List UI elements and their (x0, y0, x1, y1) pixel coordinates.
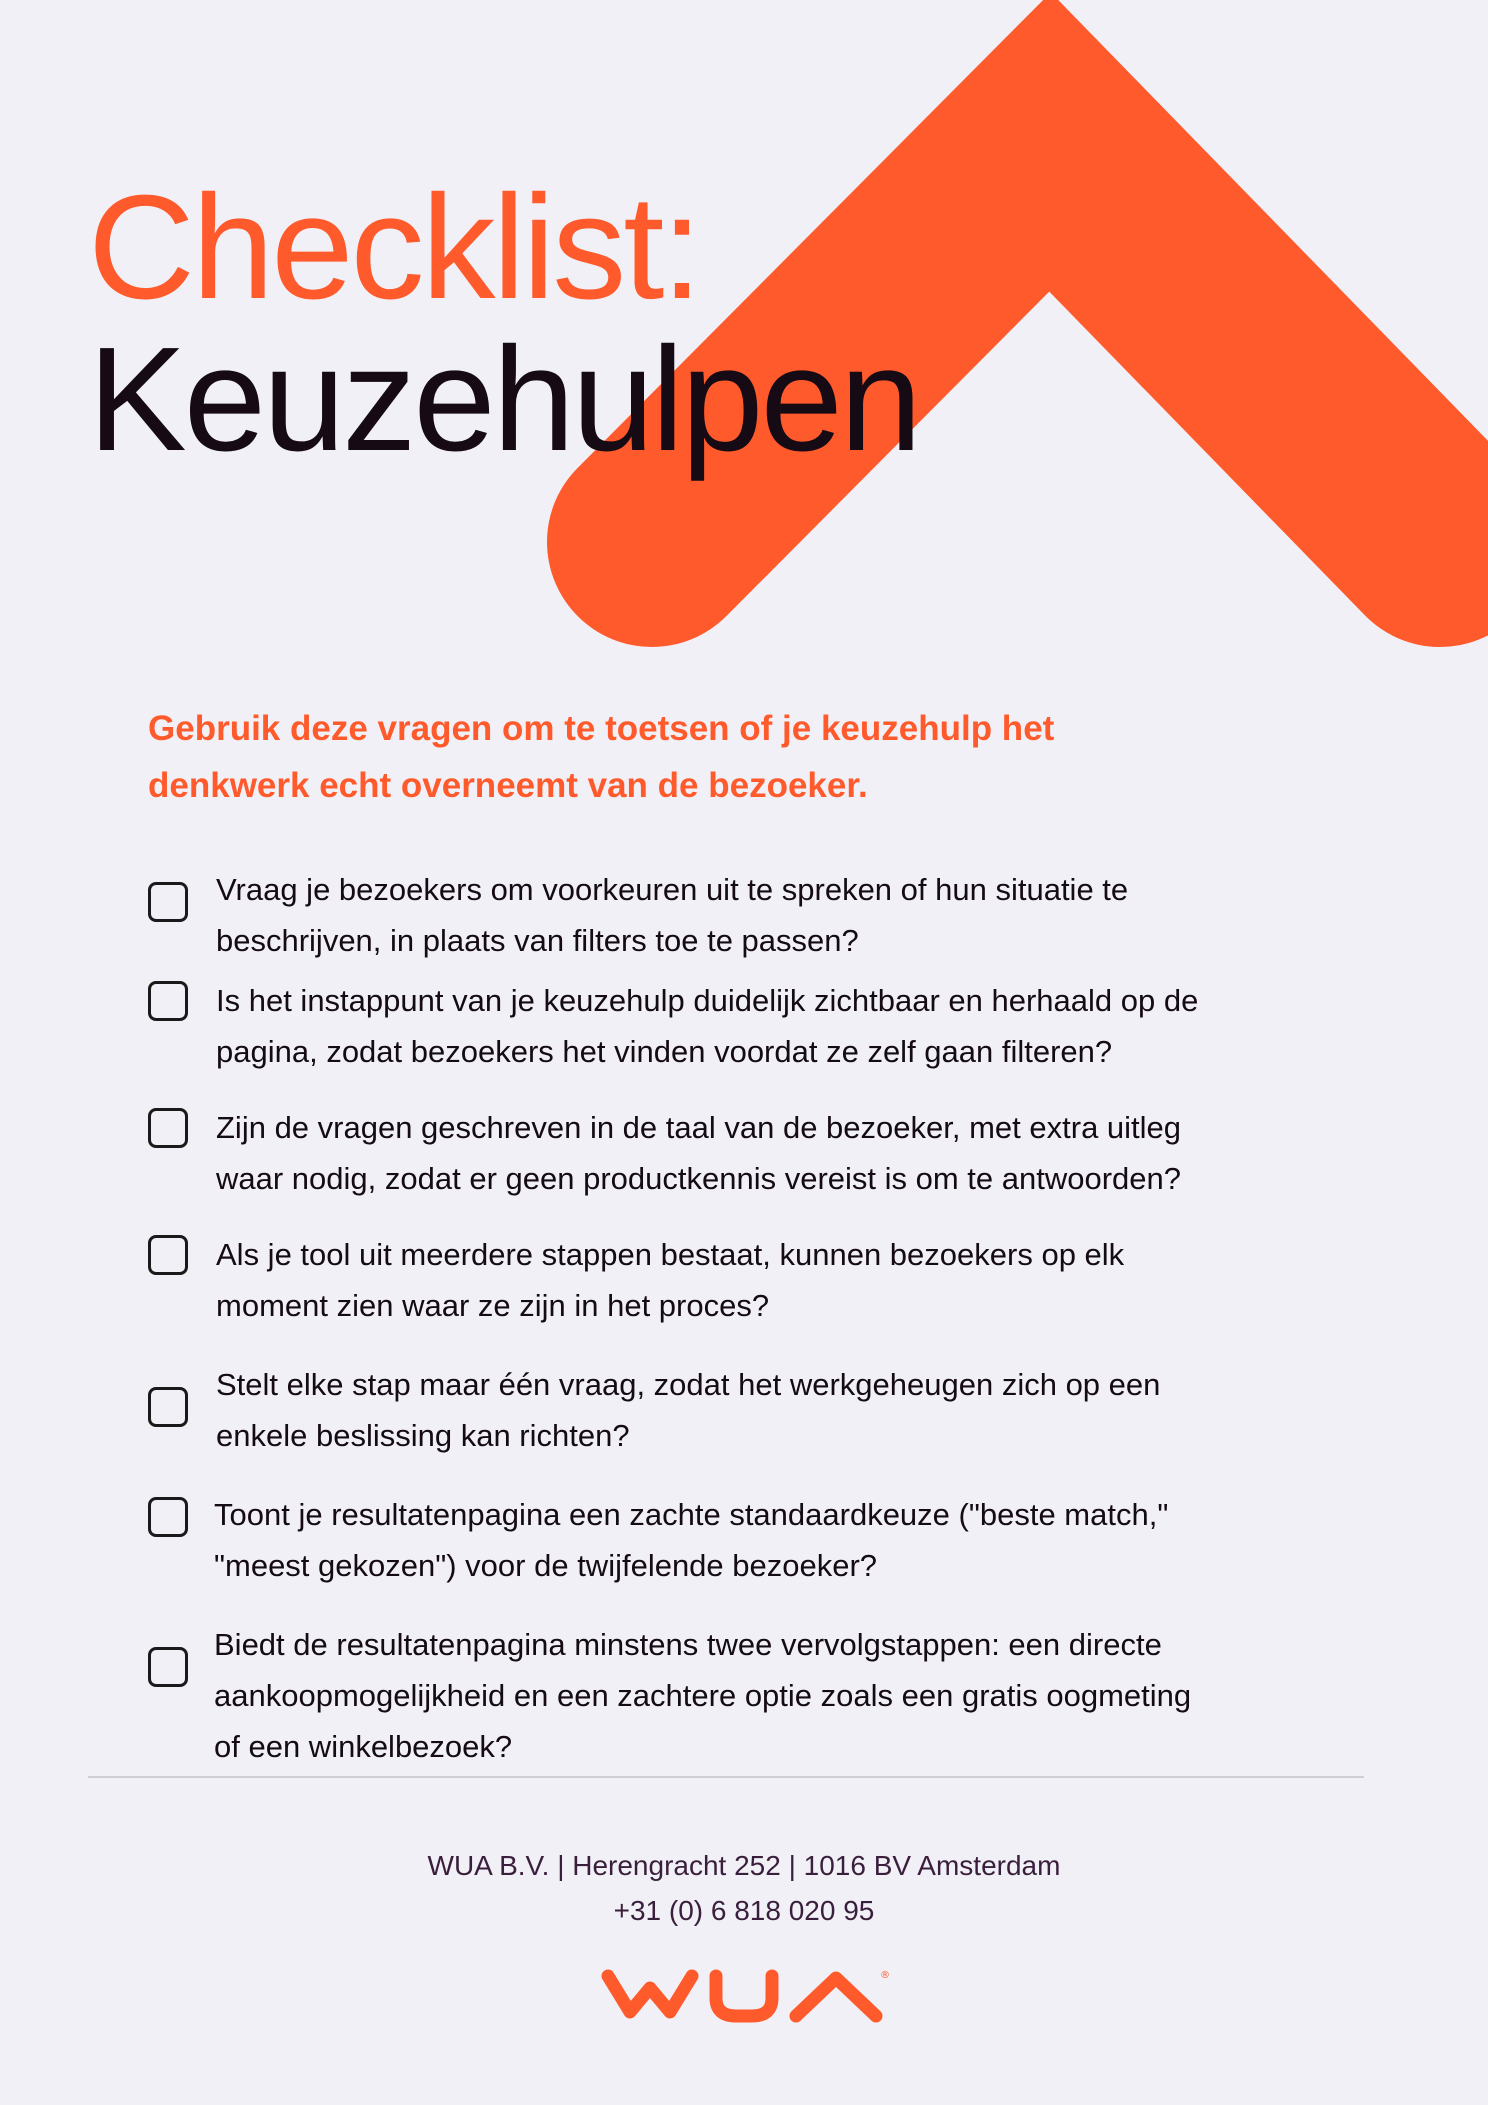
checkbox[interactable] (148, 1497, 188, 1537)
checkbox[interactable] (148, 1387, 188, 1427)
checklist-line: aankoopmogelijkheid en een zachtere optie zoals een gratis oogmeting (214, 1678, 1192, 1713)
intro-text (148, 700, 1268, 814)
checklist-line: waar nodig, zodat er geen productkennis vereist is om te antwoorden? (216, 1161, 1182, 1196)
checklist-line: Zijn de vragen geschreven in de taal van de bezoeker, met extra uitleg (216, 1110, 1182, 1145)
checklist-item-text (214, 1489, 1374, 1591)
checklist-line: Is het instappunt van je keuzehulp duidelijk zichtbaar en herhaald op de (216, 983, 1199, 1018)
checklist-line: moment zien waar ze zijn in het proces? (216, 1288, 770, 1323)
intro-line: Gebruik deze vragen om te toetsen of je keuzehulp het (148, 709, 1055, 748)
checklist-line: pagina, zodat bezoekers het vinden voordat ze zelf gaan filteren? (216, 1034, 1113, 1069)
registered-mark-icon: ® (880, 1970, 890, 1981)
checkbox[interactable] (148, 1235, 188, 1275)
checklist-item-text (216, 1102, 1376, 1204)
checklist-line: Vraag je bezoekers om voorkeuren uit te spreken of hun situatie te (216, 872, 1129, 907)
checkbox[interactable] (148, 981, 188, 1021)
footer-address: WUA B.V. | Herengracht 252 | 1016 BV Amsterdam (427, 1850, 1061, 1881)
wua-logo (600, 1968, 890, 2026)
footer-phone: +31 (0) 6 818 020 95 (613, 1895, 875, 1926)
checklist-item-text (216, 864, 1376, 966)
checkbox[interactable] (148, 1108, 188, 1148)
checklist-item-text (216, 975, 1376, 1077)
checklist-line: Biedt de resultatenpagina minstens twee vervolgstappen: een directe (214, 1627, 1162, 1662)
title-keuzehulpen: Keuzehulpen (88, 317, 920, 482)
checklist-line: beschrijven, in plaats van filters toe te passen? (216, 923, 859, 958)
checklist-line: enkele beslissing kan richten? (216, 1418, 630, 1453)
checkbox[interactable] (148, 1647, 188, 1687)
checklist-line: Als je tool uit meerdere stappen bestaat, kunnen bezoekers op elk (216, 1237, 1125, 1272)
checklist-item-text (216, 1359, 1376, 1461)
checklist-item-text (214, 1619, 1374, 1772)
divider (88, 1776, 1364, 1778)
checklist-line: Stelt elke stap maar één vraag, zodat het werkgeheugen zich op een (216, 1367, 1161, 1402)
checklist-line: "meest gekozen") voor de twijfelende bezoeker? (214, 1548, 878, 1583)
checklist-line: Toont je resultatenpagina een zachte standaardkeuze ("beste match," (214, 1497, 1169, 1532)
checkbox[interactable] (148, 882, 188, 922)
checklist-item-text (216, 1229, 1376, 1331)
checklist-line: of een winkelbezoek? (214, 1729, 513, 1764)
title-checklist: Checklist: (88, 165, 700, 330)
intro-line: denkwerk echt overneemt van de bezoeker. (148, 766, 868, 805)
